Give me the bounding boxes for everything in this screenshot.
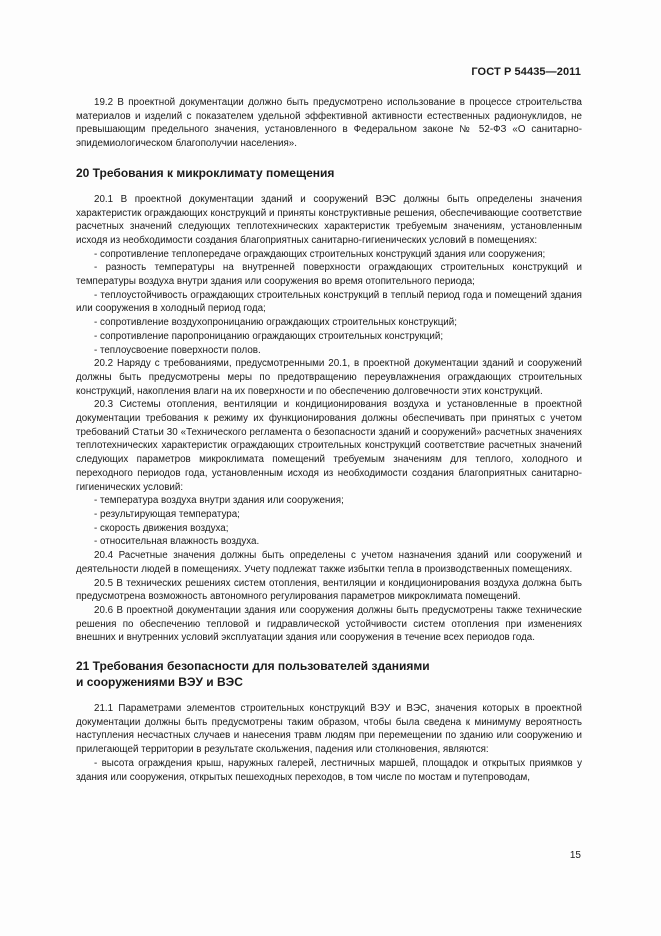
section-21-title: [76, 658, 582, 690]
page-number: 15: [569, 850, 581, 861]
list-item: - разность температуры на внутренней поверхности ограждающих строительных конструкций и температуры воздуха внутри здания или сооружения во время отопительного периода;: [76, 262, 582, 288]
list-item: - теплоусвоение поверхности полов.: [94, 344, 261, 356]
paragraph-20-1: 20.1 В проектной документации зданий и сооружений ВЭС должны быть определены значения характеристик ограждающих конструкций и приняты конструктивные решения, обеспечивающие соответствие расчетных значений следующих теплотехнических характеристик требуемым значениям, установленным исходя из необходимости создания благоприятных санитарно-гигиенических условий в помещениях:: [76, 193, 582, 246]
paragraph-19-2: 19.2 В проектной документации должно быть предусмотрено использование в процессе строительства материалов и изделий с показателем удельной эффективной активности естественных радионуклидов, не превышающим предельного значения, установленного в Федеральном законе № 52-ФЗ «О санитарно-эпидемиологическом благополучии населения».: [76, 97, 582, 150]
document-code-header: ГОСТ Р 54435—2011: [471, 66, 581, 78]
list-item: - сопротивление паропроницанию ограждающих строительных конструкций;: [94, 330, 444, 342]
paragraph-20-3: 20.3 Системы отопления, вентиляции и кондиционирования воздуха и установленные в проектной документации требования к режиму их функционирования должны обеспечивать при принятых с учетом требований Статьи 30 «Технического регламента о безопасности зданий и сооружений» расчетных значениях теплотехнических характеристик ограждающих строительных конструкций соответствие расчетных значений следующих параметров микроклимата помещений требуемым значениям для теплого, холодного и переходного периодов года, установленным исходя из необходимости создания благоприятных санитарно-гигиенических условий:: [76, 399, 582, 493]
list-item: - теплоустойчивость ограждающих строительных конструкций в теплый период года и помещений здания или сооружения в холодный период года;: [76, 289, 582, 315]
paragraph-20-4: 20.4 Расчетные значения должны быть определены с учетом назначения зданий или сооружений и деятельности людей в помещениях. Учету подлежат также избытки тепла в производственных помещениях.: [76, 550, 582, 575]
list-item: - высота ограждения крыш, наружных галерей, лестничных маршей, площадок и открытых приямков у здания или сооружения, открытых пешеходных переходов, в том числе по мостам и путепроводам,: [76, 757, 582, 783]
list-item: - относительная влажность воздуха.: [94, 536, 260, 548]
section-21-title-line-1: 21 Требования безопасности для пользователей зданиями: [76, 659, 430, 674]
list-item: - результирующая температура;: [94, 508, 240, 520]
paragraph-20-6: 20.6 В проектной документации здания или сооружения должны быть предусмотрены также технические решения по обеспечению тепловой и гидравлической устойчивости систем отопления при изменениях внешних и внутренних условий эксплуатации здания или сооружения в течение всех периодов года.: [76, 604, 582, 644]
list-item: - скорость движения воздуха;: [94, 522, 229, 534]
section-21-title-line-2: и сооружениями ВЭУ и ВЭС: [76, 675, 243, 690]
list-item: - сопротивление теплопередаче ограждающих строительных конструкций здания или сооружения;: [94, 248, 546, 260]
list-item: - температура воздуха внутри здания или сооружения;: [94, 495, 344, 507]
section-20-title: 20 Требования к микроклимату помещения: [76, 165, 335, 180]
paragraph-20-5: 20.5 В технических решениях систем отопления, вентиляции и кондиционирования воздуха должна быть предусмотрена возможность автономного регулирования параметров микроклимата помещений.: [76, 577, 582, 603]
document-body: [76, 96, 582, 784]
list-item: - сопротивление воздухопроницанию ограждающих строительных конструкций;: [94, 317, 457, 329]
paragraph-20-2: 20.2 Наряду с требованиями, предусмотренными 20.1, в проектной документации зданий и сооружений должны быть предусмотрены меры по предотвращению переувлажнения ограждающих строительных конструкций, накопления влаги на их поверхности и по обеспечению долговечности этих конструкций.: [76, 358, 582, 397]
paragraph-21-1: 21.1 Параметрами элементов строительных конструкций ВЭУ и ВЭС, значения которых в проектной документации должны быть предусмотрены таким образом, чтобы была сведена к минимуму вероятность наступления несчастных случаев и нанесения травм людям при перемещении по зданию или сооружению и прилегающей территории в результате скольжения, падения или столкновения, являются:: [76, 703, 582, 756]
